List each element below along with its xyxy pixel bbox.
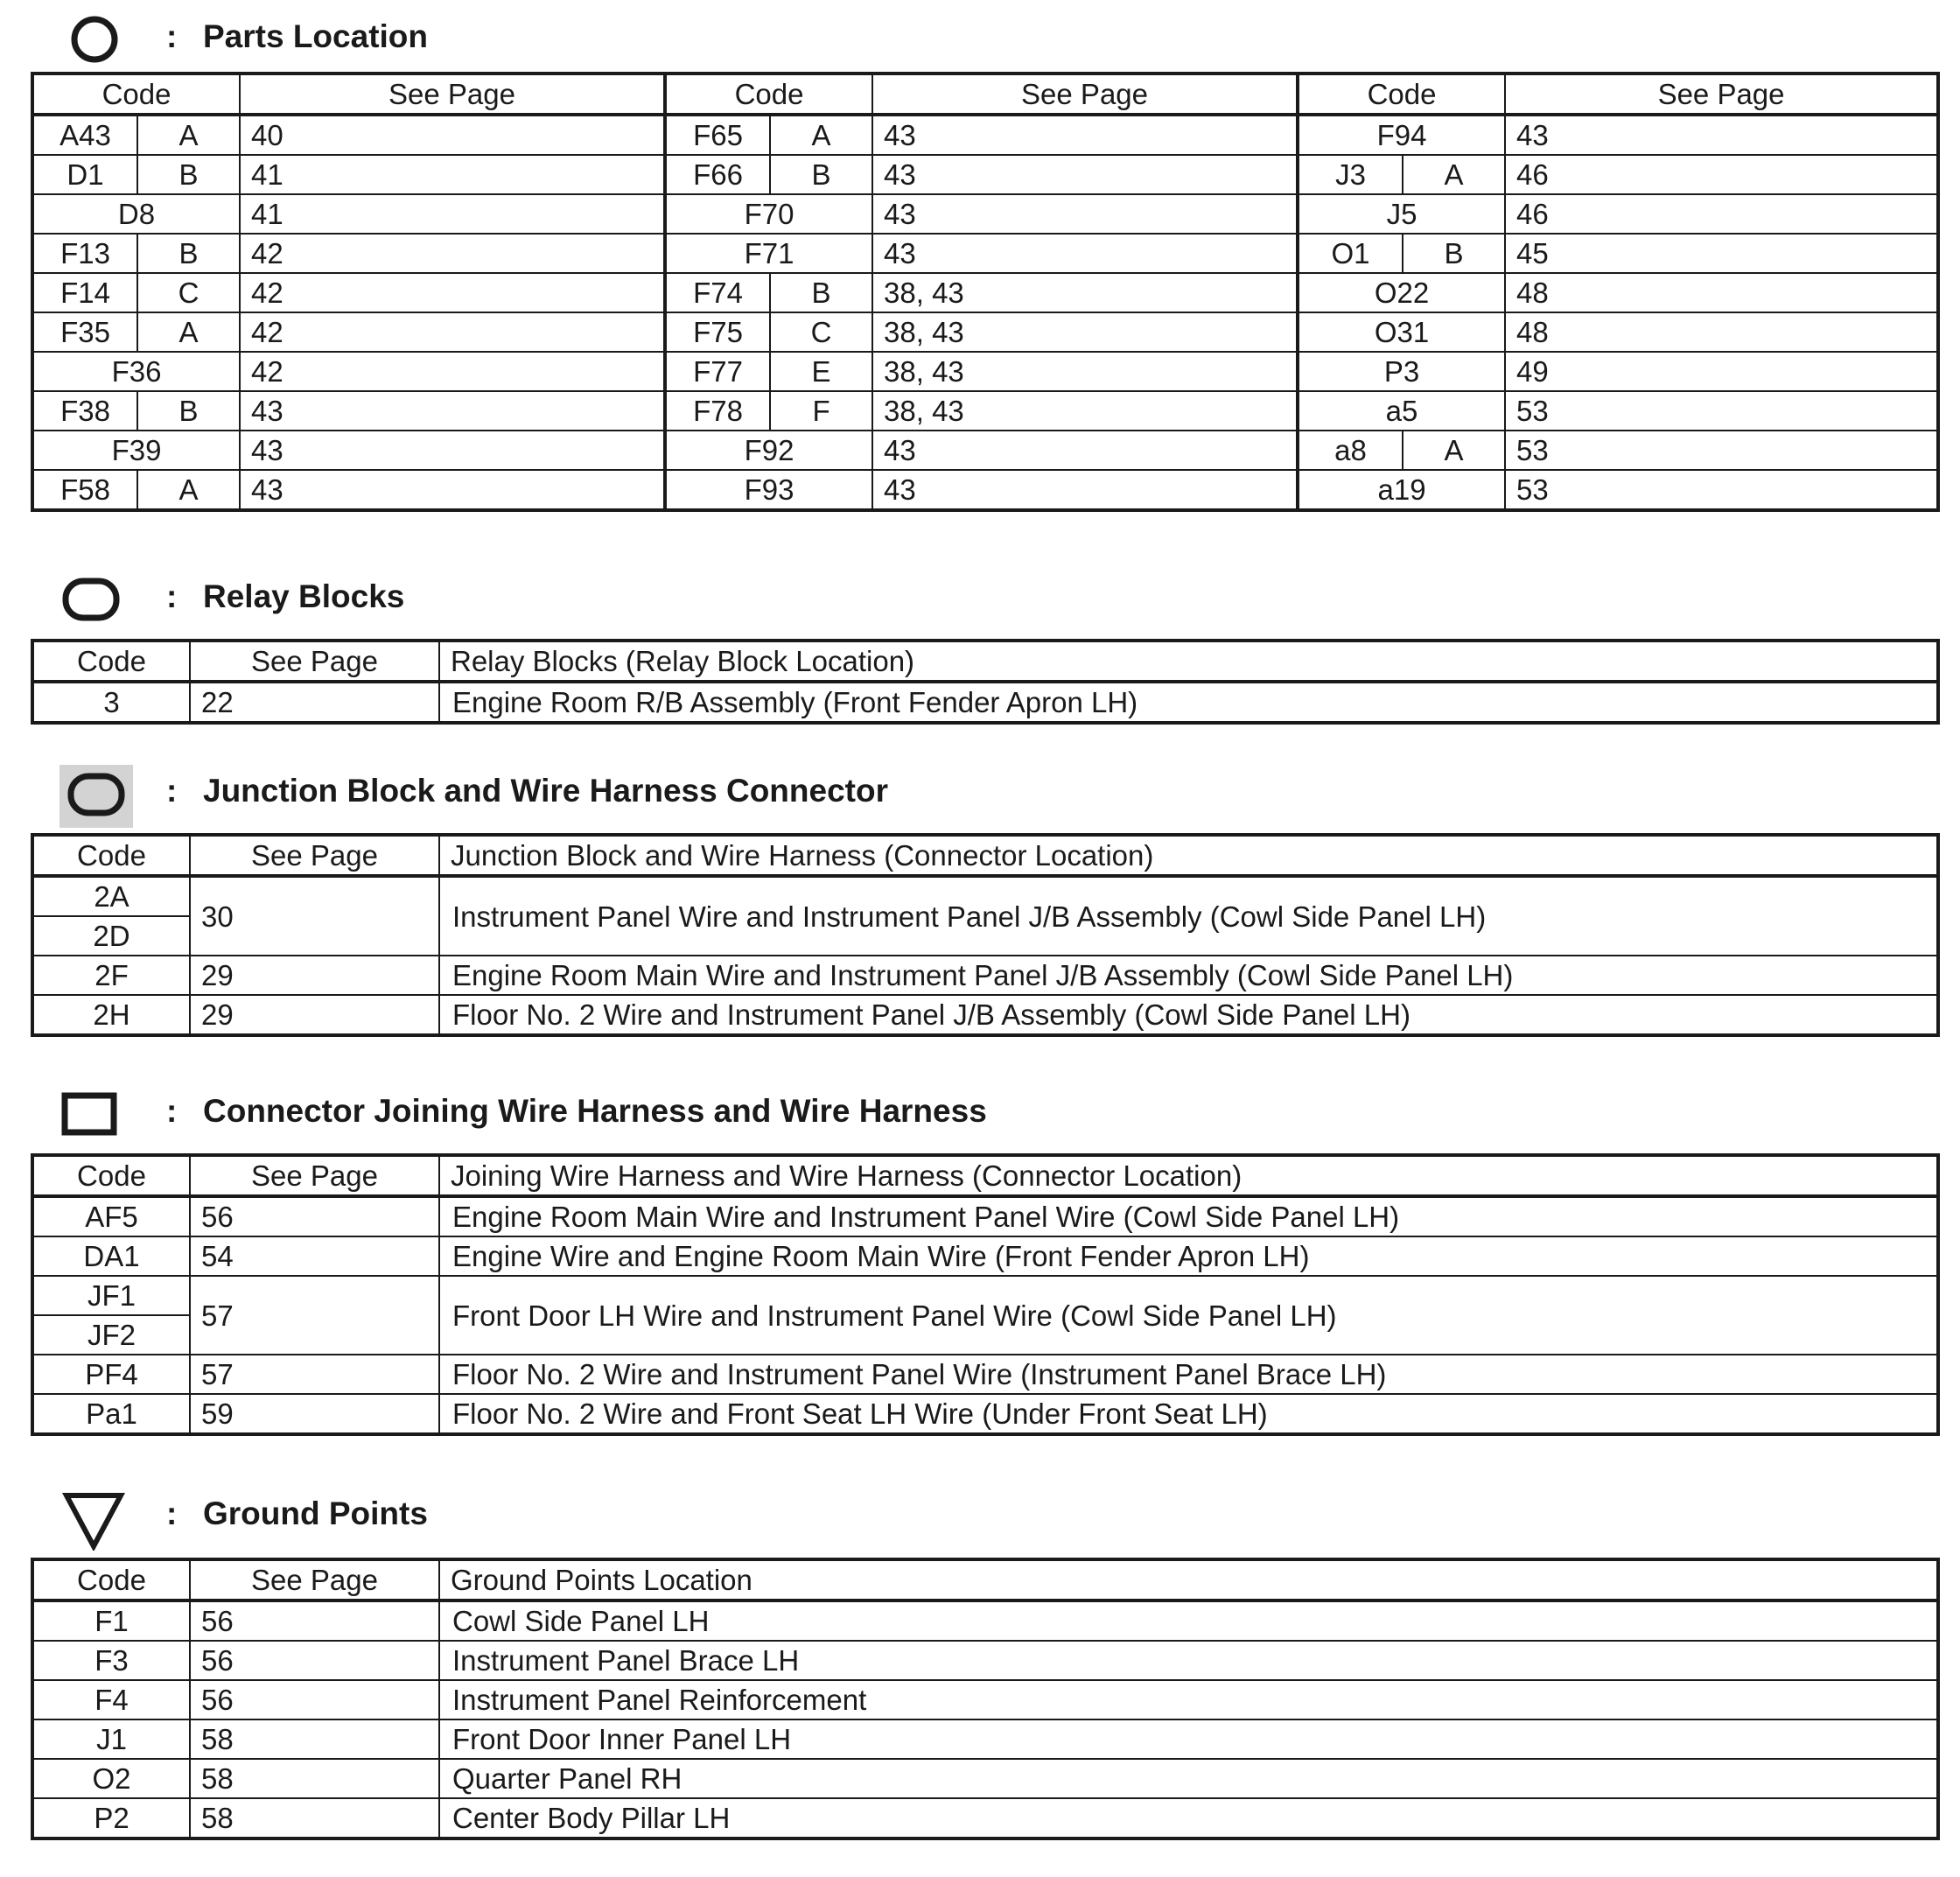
code-cell: F1	[32, 1600, 190, 1641]
code-suffix-cell: C	[137, 273, 240, 312]
code-cell: F77	[665, 352, 770, 391]
connector-joining-title: Connector Joining Wire Harness and Wire Harness	[203, 1093, 987, 1129]
rect-icon	[60, 1085, 133, 1143]
relay-blocks-heading	[0, 560, 1960, 634]
connector-joining-table	[31, 1153, 1940, 1436]
see-page-cell: 58	[190, 1719, 439, 1759]
code-cell: J5	[1298, 194, 1505, 234]
description-cell: Cowl Side Panel LH	[439, 1600, 1938, 1641]
see-page-cell: 45	[1505, 234, 1938, 273]
see-page-cell: 56	[190, 1641, 439, 1680]
description-cell: Instrument Panel Wire and Instrument Panel J/B Assembly (Cowl Side Panel LH)	[439, 876, 1938, 956]
description-cell: Floor No. 2 Wire and Front Seat LH Wire (Under Front Seat LH)	[439, 1394, 1938, 1434]
see-page-cell: 43	[872, 115, 1298, 155]
table-row	[32, 1600, 1938, 1641]
table-row	[32, 1394, 1938, 1434]
see-page-cell: 42	[240, 234, 665, 273]
code-cell: F74	[665, 273, 770, 312]
code-suffix-cell: B	[770, 273, 872, 312]
see-page-cell: 43	[872, 194, 1298, 234]
code-cell: DA1	[32, 1236, 190, 1276]
table-header-row	[32, 1155, 1938, 1196]
code-cell: F94	[1298, 115, 1505, 155]
rounded-rect-icon	[60, 571, 133, 628]
code-cell: P2	[32, 1798, 190, 1838]
description-cell: Instrument Panel Brace LH	[439, 1641, 1938, 1680]
column-header-description: Junction Block and Wire Harness (Connector Location)	[439, 835, 1938, 876]
column-header-code: Code	[32, 641, 190, 682]
code-suffix-cell: A	[137, 470, 240, 510]
code-cell: F35	[32, 312, 137, 352]
table-row	[32, 312, 1938, 352]
parts-table-header-row	[32, 74, 1938, 115]
description-cell: Engine Room Main Wire and Instrument Panel J/B Assembly (Cowl Side Panel LH)	[439, 956, 1938, 995]
see-page-cell: 53	[1505, 391, 1938, 431]
code-cell: O2	[32, 1759, 190, 1798]
code-suffix-cell: B	[137, 155, 240, 194]
code-suffix-cell: F	[770, 391, 872, 431]
table-row	[32, 115, 1938, 155]
code-cell: F70	[665, 194, 872, 234]
junction-block-heading	[0, 754, 1960, 828]
table-row	[32, 1680, 1938, 1719]
see-page-cell: 42	[240, 312, 665, 352]
code-cell: F36	[32, 352, 240, 391]
code-cell: P3	[1298, 352, 1505, 391]
code-suffix-cell: A	[137, 312, 240, 352]
column-header-code: Code	[1298, 74, 1505, 115]
heading-separator: :	[166, 773, 178, 809]
column-header-see-page: See Page	[190, 835, 439, 876]
column-header-see-page: See Page	[1505, 74, 1938, 115]
see-page-cell: 41	[240, 194, 665, 234]
table-row	[32, 876, 1938, 916]
see-page-cell: 53	[1505, 470, 1938, 510]
table-row	[32, 1798, 1938, 1838]
table-row	[32, 682, 1938, 723]
see-page-cell: 30	[190, 876, 439, 956]
see-page-cell: 46	[1505, 155, 1938, 194]
code-cell: F65	[665, 115, 770, 155]
heading-separator: :	[166, 1093, 178, 1129]
see-page-cell: 22	[190, 682, 439, 723]
code-cell: F93	[665, 470, 872, 510]
see-page-cell: 43	[872, 431, 1298, 470]
table-row	[32, 234, 1938, 273]
see-page-cell: 59	[190, 1394, 439, 1434]
code-cell: F78	[665, 391, 770, 431]
code-cell: J3	[1298, 155, 1403, 194]
description-cell: Floor No. 2 Wire and Instrument Panel Wire (Instrument Panel Brace LH)	[439, 1355, 1938, 1394]
ground-points-table	[31, 1558, 1940, 1840]
column-header-see-page: See Page	[190, 1155, 439, 1196]
see-page-cell: 43	[240, 470, 665, 510]
code-suffix-cell: A	[770, 115, 872, 155]
see-page-cell: 43	[872, 234, 1298, 273]
code-cell: JF2	[32, 1315, 190, 1355]
table-row	[32, 1276, 1938, 1315]
see-page-cell: 57	[190, 1276, 439, 1355]
junction-block-table	[31, 833, 1940, 1037]
code-suffix-cell: B	[137, 234, 240, 273]
heading-separator: :	[166, 578, 178, 614]
description-cell: Front Door Inner Panel LH	[439, 1719, 1938, 1759]
see-page-cell: 56	[190, 1196, 439, 1236]
relay-blocks-table	[31, 639, 1940, 725]
code-cell: F71	[665, 234, 872, 273]
see-page-cell: 38, 43	[872, 391, 1298, 431]
code-cell: F39	[32, 431, 240, 470]
table-row	[32, 1355, 1938, 1394]
column-header-see-page: See Page	[190, 641, 439, 682]
see-page-cell: 43	[1505, 115, 1938, 155]
code-cell: O22	[1298, 273, 1505, 312]
table-row	[32, 273, 1938, 312]
code-cell: 2A	[32, 876, 190, 916]
code-suffix-cell: B	[137, 391, 240, 431]
relay-blocks-title: Relay Blocks	[203, 578, 405, 614]
junction-block-title: Junction Block and Wire Harness Connector	[203, 773, 888, 809]
table-header-row	[32, 641, 1938, 682]
code-cell: a8	[1298, 431, 1403, 470]
see-page-cell: 43	[872, 155, 1298, 194]
code-cell: F4	[32, 1680, 190, 1719]
table-row	[32, 431, 1938, 470]
description-cell: Floor No. 2 Wire and Instrument Panel J/B Assembly (Cowl Side Panel LH)	[439, 995, 1938, 1035]
table-row	[32, 1719, 1938, 1759]
see-page-cell: 43	[240, 431, 665, 470]
table-header-row	[32, 835, 1938, 876]
column-header-description: Ground Points Location	[439, 1559, 1938, 1600]
see-page-cell: 43	[872, 470, 1298, 510]
see-page-cell: 58	[190, 1759, 439, 1798]
code-cell: F92	[665, 431, 872, 470]
code-cell: J1	[32, 1719, 190, 1759]
code-suffix-cell: B	[1403, 234, 1505, 273]
see-page-cell: 38, 43	[872, 312, 1298, 352]
table-row	[32, 194, 1938, 234]
code-cell: a19	[1298, 470, 1505, 510]
code-cell: F66	[665, 155, 770, 194]
description-cell: Engine Room R/B Assembly (Front Fender Apron LH)	[439, 682, 1938, 723]
code-cell: 3	[32, 682, 190, 723]
see-page-cell: 38, 43	[872, 352, 1298, 391]
column-header-code: Code	[32, 835, 190, 876]
code-cell: 2D	[32, 916, 190, 956]
description-cell: Center Body Pillar LH	[439, 1798, 1938, 1838]
see-page-cell: 56	[190, 1600, 439, 1641]
code-cell: a5	[1298, 391, 1505, 431]
code-suffix-cell: B	[770, 155, 872, 194]
table-row	[32, 1196, 1938, 1236]
see-page-cell: 53	[1505, 431, 1938, 470]
code-cell: O31	[1298, 312, 1505, 352]
see-page-cell: 38, 43	[872, 273, 1298, 312]
see-page-cell: 57	[190, 1355, 439, 1394]
see-page-cell: 41	[240, 155, 665, 194]
table-row	[32, 1759, 1938, 1798]
see-page-cell: 49	[1505, 352, 1938, 391]
parts-location-title: Parts Location	[203, 18, 428, 54]
table-row	[32, 155, 1938, 194]
column-header-code: Code	[32, 1155, 190, 1196]
see-page-cell: 42	[240, 273, 665, 312]
code-cell: F13	[32, 234, 137, 273]
code-cell: 2F	[32, 956, 190, 995]
table-row	[32, 352, 1938, 391]
code-cell: A43	[32, 115, 137, 155]
table-row	[32, 1641, 1938, 1680]
column-header-see-page: See Page	[190, 1559, 439, 1600]
see-page-cell: 43	[240, 391, 665, 431]
code-suffix-cell: A	[1403, 155, 1505, 194]
code-cell: F58	[32, 470, 137, 510]
column-header-code: Code	[32, 1559, 190, 1600]
code-cell: F3	[32, 1641, 190, 1680]
code-suffix-cell: A	[1403, 431, 1505, 470]
description-cell: Engine Wire and Engine Room Main Wire (Front Fender Apron LH)	[439, 1236, 1938, 1276]
code-cell: F38	[32, 391, 137, 431]
heading-separator: :	[166, 1495, 178, 1531]
column-header-code: Code	[665, 74, 872, 115]
connector-joining-heading	[0, 1075, 1960, 1148]
table-row	[32, 470, 1938, 510]
column-header-see-page: See Page	[872, 74, 1298, 115]
code-suffix-cell: E	[770, 352, 872, 391]
see-page-cell: 42	[240, 352, 665, 391]
parts-location-heading	[0, 0, 1960, 74]
description-cell: Instrument Panel Reinforcement	[439, 1680, 1938, 1719]
column-header-code: Code	[32, 74, 240, 115]
code-suffix-cell: C	[770, 312, 872, 352]
shaded-rounded-rect-icon	[60, 765, 133, 823]
code-cell: D8	[32, 194, 240, 234]
code-cell: O1	[1298, 234, 1403, 273]
code-cell: F75	[665, 312, 770, 352]
ground-points-title: Ground Points	[203, 1495, 428, 1531]
see-page-cell: 29	[190, 995, 439, 1035]
see-page-cell: 54	[190, 1236, 439, 1276]
see-page-cell: 46	[1505, 194, 1938, 234]
heading-separator: :	[166, 18, 178, 54]
table-row	[32, 995, 1938, 1035]
code-cell: D1	[32, 155, 137, 194]
column-header-see-page: See Page	[240, 74, 665, 115]
code-cell: PF4	[32, 1355, 190, 1394]
description-cell: Quarter Panel RH	[439, 1759, 1938, 1798]
code-cell: F14	[32, 273, 137, 312]
table-row	[32, 956, 1938, 995]
code-cell: AF5	[32, 1196, 190, 1236]
code-cell: JF1	[32, 1276, 190, 1315]
see-page-cell: 56	[190, 1680, 439, 1719]
table-row	[32, 1236, 1938, 1276]
see-page-cell: 48	[1505, 273, 1938, 312]
code-cell: 2H	[32, 995, 190, 1035]
code-cell: Pa1	[32, 1394, 190, 1434]
column-header-description: Joining Wire Harness and Wire Harness (Connector Location)	[439, 1155, 1938, 1196]
table-row	[32, 391, 1938, 431]
description-cell: Front Door LH Wire and Instrument Panel Wire (Cowl Side Panel LH)	[439, 1276, 1938, 1355]
triangle-icon	[60, 1488, 133, 1545]
see-page-cell: 58	[190, 1798, 439, 1838]
parts-location-table	[31, 72, 1940, 512]
code-suffix-cell: A	[137, 115, 240, 155]
ground-points-heading	[0, 1477, 1960, 1551]
see-page-cell: 29	[190, 956, 439, 995]
column-header-description: Relay Blocks (Relay Block Location)	[439, 641, 1938, 682]
circle-icon	[60, 11, 133, 68]
table-header-row	[32, 1559, 1938, 1600]
description-cell: Engine Room Main Wire and Instrument Panel Wire (Cowl Side Panel LH)	[439, 1196, 1938, 1236]
see-page-cell: 48	[1505, 312, 1938, 352]
see-page-cell: 40	[240, 115, 665, 155]
